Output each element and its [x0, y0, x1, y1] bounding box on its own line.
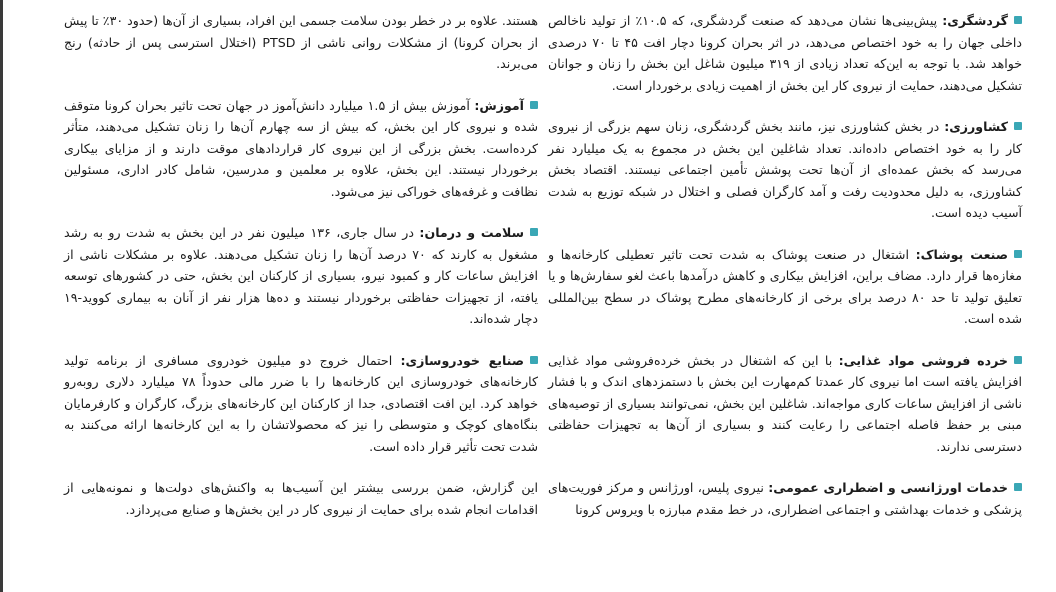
section-bullet-icon	[530, 101, 538, 109]
section-emergency-services	[548, 477, 1022, 520]
section-bullet-icon	[1014, 122, 1022, 130]
section-text: آموزش بیش از ۱.۵ میلیارد دانش‌آموز در جهان تحت تاثیر بحران کرونا متوقف شده و نیروی کار این بخش، که بیش از سه چهارم آن‌ها را زنان تشکیل می‌دهند، متأثر کرده‌است. بخش بزرگی از این نیروی کار قراردادهای موقت دارند و از مزایای بیکاری برخوردار نیستند. این بخش، علاوه بر معلمین و مدرسین، شامل کادر اداری، مسئولین نظافت و غرفه‌های خوراکی نیز می‌شود.	[64, 97, 538, 199]
section-emergency-continued	[64, 10, 538, 75]
section-food-retail	[548, 350, 1022, 458]
section-text: احتمال خروج دو میلیون خودروی مسافری از برنامه تولید کارخانه‌های خودروسازی این کارخانه‌ها را با ضرر مالی حدوداً ۷۸ میلیارد دلاری روبه‌رو خواهد کرد. این افت اقتصادی، جدا از کارکنان این کارخانه‌های بزرگ، کارگران و کارفرمایان بنگاه‌های کوچک و متوسطی را نیز که محصولاتشان را به این کارخانه‌ها ارائه می‌کنند به شدت تحت تأثیر قرار داده است.	[64, 352, 538, 454]
section-text: اشتغال در صنعت پوشاک به شدت تحت تاثیر تعطیلی کارخانه‌ها و مغازه‌ها قرار دارد. مضاف براین، افزایش بیکاری و کاهش درآمدها باعث لغو سفارش‌ها و یا تعلیق تولید تا حد ۸۰ درصد برای برخی از کارخانه‌های مطرح پوشاک در سطح بین‌المللی شده است.	[548, 246, 1022, 326]
section-bullet-icon	[1014, 483, 1022, 491]
section-bullet-icon	[1014, 250, 1022, 258]
section-health	[64, 222, 538, 330]
section-tourism	[548, 10, 1022, 96]
section-heading: سلامت و درمان:	[419, 225, 524, 240]
section-heading: آموزش:	[474, 97, 524, 113]
section-text: این گزارش، ضمن بررسی بیشتر این آسیب‌ها به واکنش‌های دولت‌ها و نمونه‌هایی از اقدامات انجام شده برای حمایت از نیروی کار در این بخش‌ها و صنایع می‌پردازد.	[64, 480, 538, 517]
section-text: با این که اشتغال در بخش خرده‌فروشی مواد غذایی افزایش یافته است اما نیروی کار عمدتا کم‌مهارت این بخش با دستمزدهای اندک و با فشار ناشی از افزایش ساعات کاری مواجه‌اند. شاغلین این بخش، نمی‌توانند بسیاری از توصیه‌های مبنی بر حفظ فاصله اجتماعی را رعایت کنند و بسیاری از آن‌ها به تجهیزات حفاظتی دسترسی ندارند.	[548, 352, 1022, 454]
section-bullet-icon	[530, 356, 538, 364]
section-automotive	[64, 350, 538, 458]
section-text: در سال جاری، ۱۳۶ میلیون نفر در این بخش به شدت رو به رشد مشغول به کارند که ۷۰ درصد آن‌ها را زنان تشکیل می‌دهند. علاوه بر مشکلات ناشی از افزایش ساعات کار و کمبود نیرو، بسیاری از کارکنان این بخش، حتی در کشورهای توسعه یافته، از تجهیزات حفاظتی برخوردار نیستند و ده‌ها هزار نفر از آنان به بیماری کووید-۱۹ دچار شده‌اند.	[64, 225, 539, 326]
section-bullet-icon	[530, 228, 538, 236]
left-column	[64, 10, 538, 540]
section-heading: کشاورزی:	[944, 119, 1008, 134]
section-heading: گردشگری:	[942, 13, 1008, 28]
section-text: هستند. علاوه بر در خطر بودن سلامت جسمی این افراد، بسیاری از آن‌ها (حدود ۳۰٪ تا پیش از بحران کرونا) از مشکلات روانی ناشی از PTSD (اختلال استرسی پس از حادثه) رنج می‌برند.	[64, 13, 538, 71]
section-text: در بخش کشاورزی نیز، مانند بخش گردشگری، زنان سهم بزرگی از نیروی کار را به خود اختصاص داده‌اند. تعداد شاغلین این بخش در مجموع به یک میلیارد نفر می‌رسد که بخش عمده‌ای از آن‌ها تحت پوشش تأمین اجتماعی نیستند. اقتصاد بخش کشاورزی، به دلیل محدودیت رفت و آمد کارگران فصلی و اختلال در شبکه توزیع به شدت آسیب دیده است.	[548, 119, 1022, 220]
section-garment-industry	[548, 244, 1022, 330]
section-education	[64, 95, 538, 203]
page-edge-line	[0, 0, 3, 592]
section-text: نیروی پلیس، اورژانس و مرکز فوریت‌های پزشکی و خدمات بهداشتی و اجتماعی اضطراری، در خط مقدم مبارزه با ویروس کرونا	[548, 480, 1022, 517]
section-conclusion	[64, 477, 538, 520]
section-heading: خدمات اورژانسی و اضطراری عمومی:	[768, 480, 1009, 495]
section-bullet-icon	[1014, 16, 1022, 24]
section-agriculture	[548, 116, 1022, 224]
section-bullet-icon	[1014, 356, 1022, 364]
section-heading: صنایع خودروسازی:	[400, 352, 524, 368]
right-column	[548, 10, 1022, 540]
section-heading: خرده فروشی مواد غذایی:	[838, 352, 1008, 368]
section-text: پیش‌بینی‌ها نشان می‌دهد که صنعت گردشگری، که ۱۰.۵٪ از تولید ناخالص داخلی جهان را به خود اختصاص می‌دهد، در اثر بحران کرونا دچار افت ۴۵ تا ۷۰ درصدی خواهد شد. با توجه به این‌که تعداد زیادی از ۳۱۹ میلیون شاغل این بخش را زنان و جوانان تشکیل می‌دهند، حمایت از نیروی کار این بخش از اهمیت زیادی برخوردار است.	[548, 13, 1022, 93]
section-heading: صنعت پوشاک:	[915, 246, 1008, 262]
